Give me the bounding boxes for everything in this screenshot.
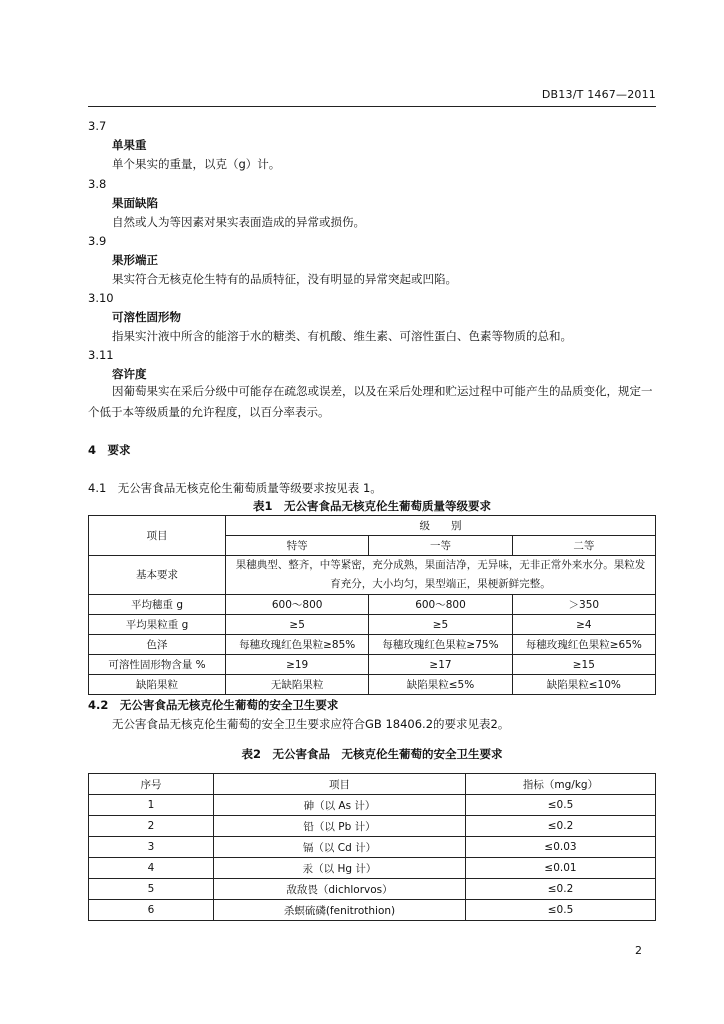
safety-hygiene-table bbox=[88, 773, 656, 921]
grade-special: 特等 bbox=[226, 536, 369, 556]
row-label: 可溶性固形物含量 % bbox=[89, 655, 226, 675]
term-name: 可溶性固形物 bbox=[112, 310, 181, 324]
cell: 每穗玫瑰红色果粒≥85% bbox=[226, 635, 369, 655]
term-definition: 单个果实的重量，以克（g）计。 bbox=[112, 157, 281, 171]
clause-4-2-text: 无公害食品无核克伦生葡萄的安全卫生要求应符合GB 18406.2的要求见表2。 bbox=[112, 717, 510, 731]
cell: ≤0.03 bbox=[466, 837, 656, 858]
cell: ≥5 bbox=[226, 615, 369, 635]
term-number: 3.7 bbox=[88, 119, 107, 133]
grade-second: 二等 bbox=[512, 536, 655, 556]
table-row bbox=[89, 615, 656, 635]
term-name: 果形端正 bbox=[112, 253, 158, 267]
grade-first: 一等 bbox=[369, 536, 512, 556]
cell: 4 bbox=[89, 858, 214, 879]
cell: ≥15 bbox=[512, 655, 655, 675]
cell: 600～800 bbox=[369, 595, 512, 615]
cell: 1 bbox=[89, 795, 214, 816]
cell: ≤0.5 bbox=[466, 900, 656, 921]
table-row bbox=[89, 595, 656, 615]
term-definition: 指果实汁液中所含的能溶于水的糖类、有机酸、维生素、可溶性蛋白、色素等物质的总和。 bbox=[112, 329, 572, 343]
clause-4-2-title: 4.2 无公害食品无核克伦生葡萄的安全卫生要求 bbox=[88, 698, 339, 712]
header-grade: 级 别 bbox=[226, 516, 656, 536]
cell: ＞350 bbox=[512, 595, 655, 615]
cell: 2 bbox=[89, 816, 214, 837]
term-number: 3.11 bbox=[88, 348, 114, 362]
term-definition: 自然或人为等因素对果实表面造成的异常或损伤。 bbox=[112, 215, 365, 229]
cell: ≤0.2 bbox=[466, 816, 656, 837]
table-row bbox=[89, 655, 656, 675]
table2-caption: 表2 无公害食品 无核克伦生葡萄的安全卫生要求 bbox=[241, 747, 503, 761]
table-row bbox=[89, 879, 656, 900]
cell: 缺陷果粒≤10% bbox=[512, 675, 655, 695]
cell: 汞（以 Hg 计） bbox=[214, 858, 466, 879]
cell: 敌敌畏（dichlorvos） bbox=[214, 879, 466, 900]
basic-req-value: 果穗典型、整齐，中等紧密，充分成熟，果面洁净，无异味，无非正常外来水分。果粒发育充分，大小均匀，果型端正，果梗新鲜完整。 bbox=[226, 556, 656, 595]
table-header-row bbox=[89, 774, 656, 795]
term-name: 容许度 bbox=[112, 367, 147, 381]
cell: 缺陷果粒≤5% bbox=[369, 675, 512, 695]
row-label: 平均果粒重 g bbox=[89, 615, 226, 635]
cell: ≥5 bbox=[369, 615, 512, 635]
cell: 6 bbox=[89, 900, 214, 921]
table-row bbox=[89, 635, 656, 655]
cell: 每穗玫瑰红色果粒≥75% bbox=[369, 635, 512, 655]
header-cell: 指标（mg/kg） bbox=[466, 774, 656, 795]
row-label: 缺陷果粒 bbox=[89, 675, 226, 695]
cell: ≤0.2 bbox=[466, 879, 656, 900]
term-definition: 果实符合无核克伦生特有的品质特征，没有明显的异常突起或凹陷。 bbox=[112, 272, 457, 286]
cell: 3 bbox=[89, 837, 214, 858]
term-name: 果面缺陷 bbox=[112, 196, 158, 210]
header-cell: 序号 bbox=[89, 774, 214, 795]
table-row bbox=[89, 900, 656, 921]
table-row bbox=[89, 675, 656, 695]
quality-grade-table bbox=[88, 515, 656, 695]
cell: 5 bbox=[89, 879, 214, 900]
cell: ≥4 bbox=[512, 615, 655, 635]
term-definition: 因葡萄果实在采后分级中可能存在疏忽或误差，以及在采后处理和贮运过程中可能产生的品质变化，规定一个低于本等级质量的允许程度，以百分率表示。 bbox=[88, 384, 653, 419]
cell: 600～800 bbox=[226, 595, 369, 615]
table-row bbox=[89, 795, 656, 816]
standard-code: DB13/T 1467—2011 bbox=[541, 88, 656, 101]
table1-caption: 表1 无公害食品无核克伦生葡萄质量等级要求 bbox=[253, 499, 491, 513]
page-number: 2 bbox=[635, 944, 642, 957]
row-label: 色泽 bbox=[89, 635, 226, 655]
cell: 镉（以 Cd 计） bbox=[214, 837, 466, 858]
cell: ≥17 bbox=[369, 655, 512, 675]
header-rule bbox=[88, 106, 656, 107]
basic-req-label: 基本要求 bbox=[89, 556, 226, 595]
header-item: 项目 bbox=[89, 516, 226, 556]
cell: ≥19 bbox=[226, 655, 369, 675]
clause-4-1: 4.1 无公害食品无核克伦生葡萄质量等级要求按见表 1。 bbox=[88, 481, 382, 495]
term-number: 3.9 bbox=[88, 234, 107, 248]
cell: ≤0.5 bbox=[466, 795, 656, 816]
cell: 铅（以 Pb 计） bbox=[214, 816, 466, 837]
header-cell: 项目 bbox=[214, 774, 466, 795]
cell: ≤0.01 bbox=[466, 858, 656, 879]
table-row bbox=[89, 816, 656, 837]
cell: 无缺陷果粒 bbox=[226, 675, 369, 695]
term-name: 单果重 bbox=[112, 138, 147, 152]
cell: 砷（以 As 计） bbox=[214, 795, 466, 816]
term-number: 3.10 bbox=[88, 291, 114, 305]
table-row bbox=[89, 837, 656, 858]
table-row bbox=[89, 858, 656, 879]
term-number: 3.8 bbox=[88, 177, 107, 191]
cell: 杀螟硫磷(fenitrothion) bbox=[214, 900, 466, 921]
cell: 每穗玫瑰红色果粒≥65% bbox=[512, 635, 655, 655]
row-label: 平均穗重 g bbox=[89, 595, 226, 615]
section-heading: 4 要求 bbox=[88, 443, 131, 457]
